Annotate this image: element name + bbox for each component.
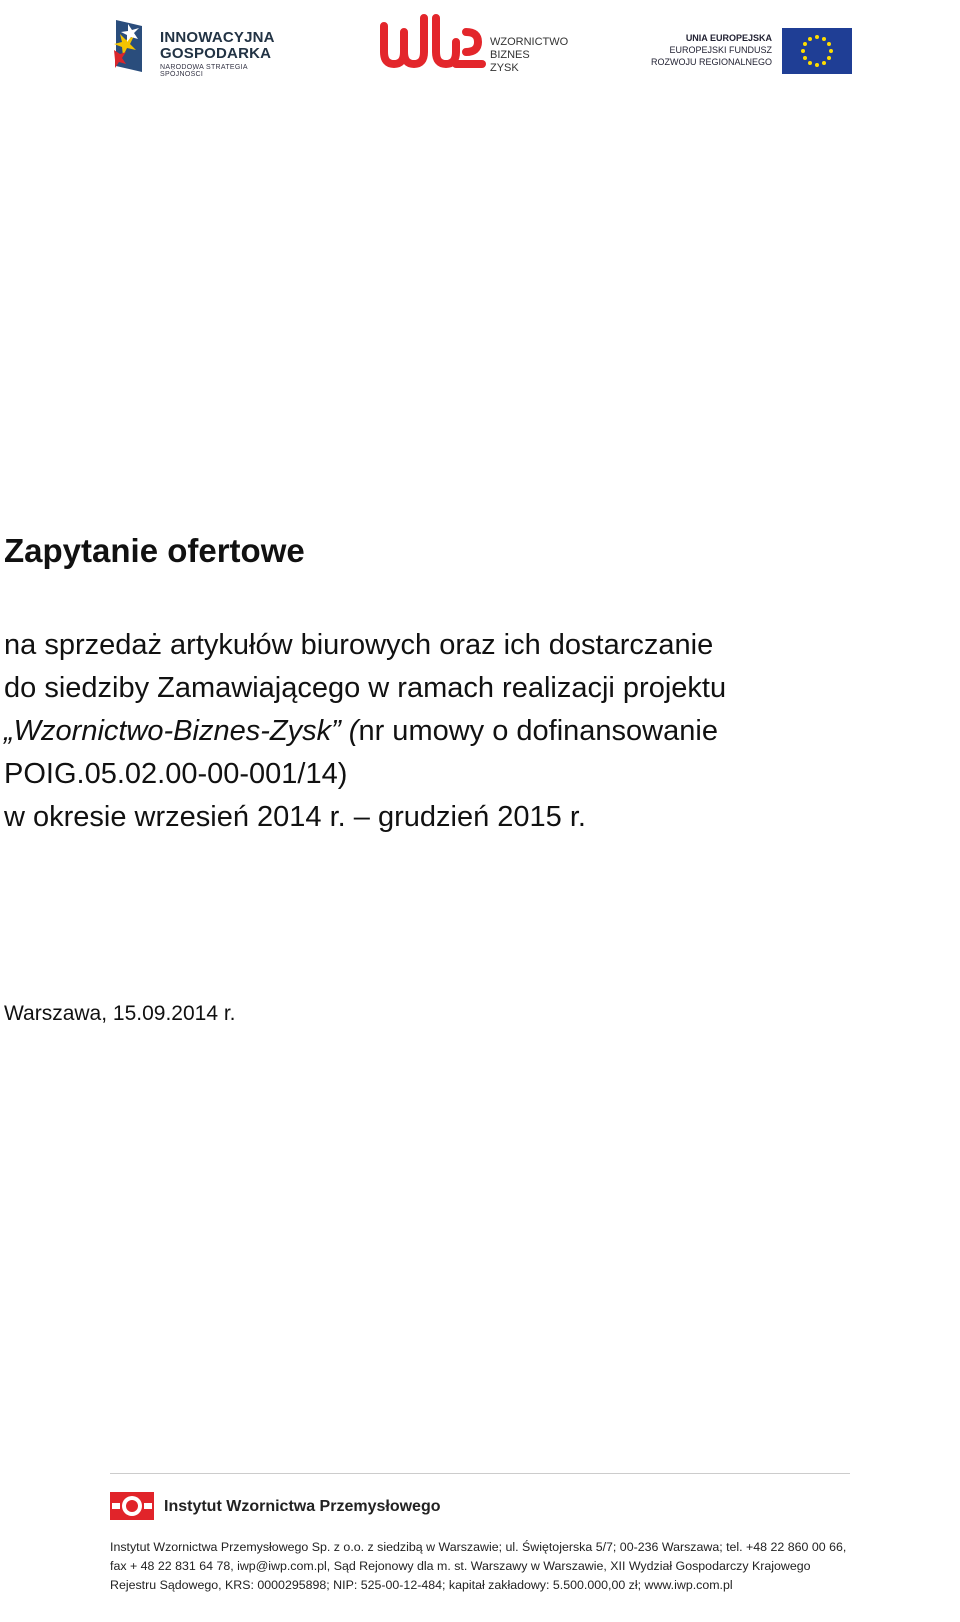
wzornictwo-text: WZORNICTWO — [490, 36, 569, 48]
gospodarka-text: GOSPODARKA — [160, 45, 272, 62]
strategia-text: NARODOWA STRATEGIA SPÓJNOŚCI — [160, 64, 248, 78]
eu-stars-icon — [782, 28, 852, 74]
wzornictwo-biznes-zysk-logo — [378, 12, 578, 74]
eu-line1: UNIA EUROPEJSKA — [685, 33, 772, 43]
innowacyjna-gospodarka-mark-icon — [112, 16, 146, 74]
innowacyjna-gospodarka-logo — [112, 14, 292, 76]
biznes-text: BIZNES — [490, 49, 530, 61]
wbz-mark-icon — [378, 12, 486, 72]
footer-line3: Rejestru Sądowego, KRS: 0000295898; NIP: 525-00-12-484; kapitał zakładowy: 5.500.000,00 zł; www.iwp.com.pl — [110, 1578, 733, 1592]
subject-line4: POIG.05.02.00-00-001/14) — [4, 758, 348, 790]
subject-line5: w okresie wrzesień 2014 r. – grudzień 2015 r. — [4, 801, 586, 833]
footer-divider — [110, 1473, 850, 1474]
iwp-logo-icon — [110, 1492, 154, 1520]
eu-line3: ROZWOJU REGIONALNEGO — [650, 57, 772, 67]
footer-line2: fax + 48 22 831 64 78, iwp@iwp.com.pl, Sąd Rejonowy dla m. st. Warszawy w Warszawie, XII Wydział Gospodarczy Krajowego — [110, 1559, 811, 1573]
subject-line3-rest: nr umowy o dofinansowanie — [358, 715, 718, 747]
eu-line2: EUROPEJSKI FUNDUSZ — [669, 45, 772, 55]
place-and-date: Warszawa, 15.09.2014 r. — [4, 1002, 236, 1025]
project-name: „Wzornictwo-Biznes-Zysk” ( — [4, 715, 359, 747]
innowacyjna-text: INNOWACYJNA — [160, 29, 275, 46]
subject-line2: do siedziby Zamawiającego w ramach realizacji projektu — [4, 672, 727, 704]
footer-line1: Instytut Wzornictwa Przemysłowego Sp. z o.o. z siedzibą w Warszawie; ul. Świętojerska 5/7; 00-236 Warszawa; tel. +48 22 860 00 66, — [110, 1540, 847, 1554]
institute-name: Instytut Wzornictwa Przemysłowego — [164, 1498, 441, 1515]
eu-flag-icon — [782, 28, 852, 74]
document-subject — [4, 624, 944, 839]
eu-fund-text — [651, 32, 772, 68]
subject-line1: na sprzedaż artykułów biurowych oraz ich dostarczanie — [4, 629, 714, 661]
document-title: Zapytanie ofertowe — [4, 532, 305, 569]
footer-address — [110, 1538, 850, 1595]
zysk-text: ZYSK — [490, 62, 519, 74]
eu-fund-logo — [648, 24, 852, 76]
